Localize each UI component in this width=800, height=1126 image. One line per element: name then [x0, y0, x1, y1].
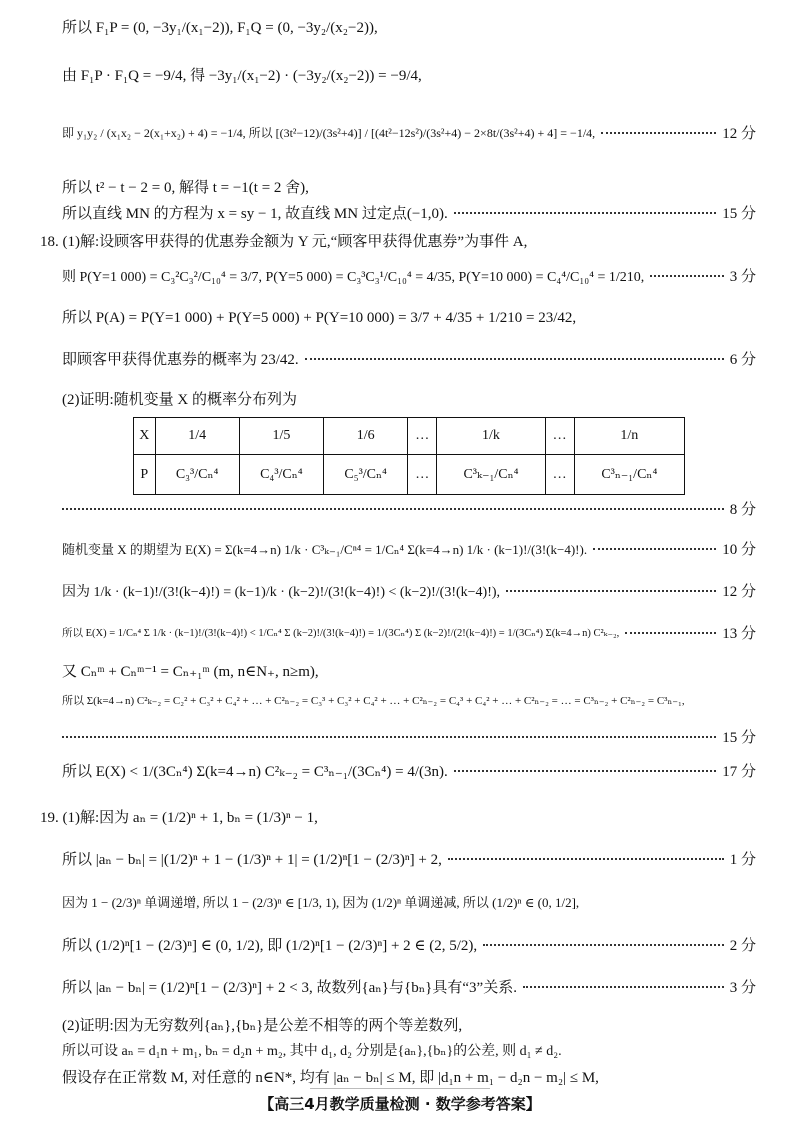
line-20	[62, 848, 756, 869]
line-text: 所以 F₁P = (0, −3y₁/(x₁−2)), F₁Q = (0, −3y₂/(x₂−2)),	[62, 20, 378, 36]
line-text: 所以 (1/2)ⁿ[1 − (2/3)ⁿ] ∈ (0, 1/2), 即 (1/2)ⁿ[1 − (2/3)ⁿ] + 2 ∈ (2, 5/2),	[62, 938, 478, 954]
table-cell: C₄³/Cₙ⁴	[239, 455, 323, 495]
line-13	[62, 580, 756, 601]
leader-dots	[506, 590, 716, 592]
table-cell: C₅³/Cₙ⁴	[324, 455, 408, 495]
score: 12 分	[722, 584, 756, 600]
score: 15 分	[722, 730, 756, 746]
line-text: 由 F₁P · F₁Q = −9/4, 得 −3y₁/(x₁−2) · (−3y₂/(x₂−2)) = −9/4,	[62, 68, 422, 84]
leader-dots	[593, 548, 716, 550]
line-text: 随机变量 X 的期望为 E(X) = Σ(k=4→n) 1/k · C³ₖ₋₁/Cⁿ⁴ = 1/Cₙ⁴ Σ(k=4→n) 1/k · (k−1)!/(3!(k−4)!).	[62, 542, 588, 557]
line-19	[40, 806, 756, 827]
line-text: 又 Cₙᵐ + Cₙᵐ⁻¹ = Cₙ₊₁ᵐ (m, n∈N₊, n≥m),	[62, 664, 319, 680]
table-cell: …	[545, 418, 574, 455]
table-row	[134, 418, 685, 455]
line-text: 即 y₁y₂ / (x₁x₂ − 2(x₁+x₂) + 4) = −1/4, 所以 [(3t²−12)/(3s²+4)] / [(4t²−12s²)/(3s²+4) − 2×8t/(3s²+4) + 4] = −1/4,	[62, 126, 596, 140]
line-text: 所以 E(X) = 1/Cₙ⁴ Σ 1/k · (k−1)!/(3!(k−4)!) < 1/Cₙ⁴ Σ (k−2)!/(3!(k−4)!) = 1/(3Cₙ⁴) Σ (k−2)!/(2!(k−4)!) = 1/(3Cₙ⁴) Σ(k=4→n) C²ₖ₋₂,	[62, 628, 620, 639]
line-text: 所以 E(X) < 1/(3Cₙ⁴) Σ(k=4→n) C²ₖ₋₂ = C³ₙ₋₁/(3Cₙ⁴) = 4/(3n).	[62, 764, 448, 780]
line-text: 因为 1 − (2/3)ⁿ 单调递增, 所以 1 − (2/3)ⁿ ∈ [1/3, 1), 因为 (1/2)ⁿ 单调递减, 所以 (1/2)ⁿ ∈ (0, 1/2],	[62, 895, 580, 910]
leader-dots	[483, 944, 724, 946]
line-6	[40, 230, 756, 251]
table-cell: 1/k	[437, 418, 545, 455]
score: 3 分	[729, 980, 756, 996]
line-9	[62, 348, 756, 369]
score: 1 分	[729, 852, 756, 868]
leader-dots	[62, 508, 724, 510]
table-cell: P	[134, 455, 156, 495]
leader-dots	[625, 632, 716, 634]
leader-dots	[601, 132, 716, 134]
line-8	[62, 306, 756, 327]
line-23	[62, 976, 756, 997]
line-text: (2)证明:因为无穷数列{aₙ},{bₙ}是公差不相等的两个等差数列,	[62, 1018, 463, 1034]
line-1	[62, 16, 756, 37]
line-16	[62, 692, 756, 708]
line-text: (2)证明:随机变量 X 的概率分布列为	[62, 392, 297, 408]
leader-dots	[523, 986, 724, 988]
line-text: 所以可设 aₙ = d₁n + m₁, bₙ = d₂n + m₂, 其中 d₁, d₂ 分别是{aₙ},{bₙ}的公差, 则 d₁ ≠ d₂.	[62, 1044, 562, 1059]
line-4	[62, 176, 756, 197]
table-cell: …	[408, 455, 437, 495]
line-26	[62, 1066, 756, 1087]
leader-dots	[62, 736, 716, 738]
line-11	[62, 498, 756, 519]
score: 12 分	[722, 126, 756, 142]
line-text: 假设存在正常数 M, 对任意的 n∈N*, 均有 |aₙ − bₙ| ≤ M, 即 |d₁n + m₁ − d₂n − m₂| ≤ M,	[62, 1070, 599, 1086]
line-10	[62, 388, 756, 409]
line-25	[62, 1040, 756, 1060]
distribution-table	[133, 417, 685, 495]
table-cell: C³ₖ₋₁/Cₙ⁴	[437, 455, 545, 495]
score: 17 分	[722, 764, 756, 780]
line-5	[62, 202, 756, 223]
table-cell: …	[545, 455, 574, 495]
score: 2 分	[729, 938, 756, 954]
leader-dots	[448, 858, 724, 860]
line-14	[62, 622, 756, 643]
line-text: 所以 Σ(k=4→n) C²ₖ₋₂ = C₂² + C₃² + C₄² + … + C²ₙ₋₂ = C₃³ + C₃² + C₄² + … + C²ₙ₋₂ = C₄³ + C₄² + … + C²ₙ₋₂ = … = C³ₙ₋₂ + C²ₙ₋₂ = C³ₙ₋₁,	[62, 695, 685, 707]
line-22	[62, 934, 756, 955]
leader-dots	[305, 358, 724, 360]
line-text: 19. (1)解:因为 aₙ = (1/2)ⁿ + 1, bₙ = (1/3)ⁿ − 1,	[40, 810, 318, 826]
line-text: 所以 |aₙ − bₙ| = (1/2)ⁿ[1 − (2/3)ⁿ] + 2 < 3, 故数列{aₙ}与{bₙ}具有“3”关系.	[62, 980, 517, 996]
table-cell: 1/4	[155, 418, 239, 455]
line-text: 所以 t² − t − 2 = 0, 解得 t = −1(t = 2 舍),	[62, 180, 309, 196]
page-footer: 【高三4月教学质量检测 · 数学参考答案】	[259, 1095, 541, 1113]
line-text: 所以 P(A) = P(Y=1 000) + P(Y=5 000) + P(Y=10 000) = 3/7 + 4/35 + 1/210 = 23/42,	[62, 310, 577, 326]
line-text: 所以 |aₙ − bₙ| = |(1/2)ⁿ + 1 − (1/3)ⁿ + 1| = (1/2)ⁿ[1 − (2/3)ⁿ] + 2,	[62, 852, 442, 868]
table-cell: 1/5	[239, 418, 323, 455]
line-text: 则 P(Y=1 000) = C₃²C₃²/C₁₀⁴ = 3/7, P(Y=5 000) = C₃³C₃¹/C₁₀⁴ = 4/35, P(Y=10 000) = C₄⁴/C₁₀⁴ = 1/210,	[62, 269, 645, 285]
table-cell: 1/6	[324, 418, 408, 455]
table-cell: …	[408, 418, 437, 455]
line-21	[62, 892, 756, 911]
score: 6 分	[729, 352, 756, 368]
leader-dots	[454, 212, 716, 214]
line-18	[62, 760, 756, 781]
table-cell: C³ₙ₋₁/Cₙ⁴	[574, 455, 684, 495]
score: 3 分	[729, 269, 756, 285]
line-text: 所以直线 MN 的方程为 x = sy − 1, 故直线 MN 过定点(−1,0).	[62, 206, 448, 222]
line-12	[62, 538, 756, 559]
score: 15 分	[722, 206, 756, 222]
score: 8 分	[729, 502, 756, 518]
line-7	[62, 265, 756, 286]
line-17	[62, 726, 756, 747]
line-text: 18. (1)解:设顾客甲获得的优惠券金额为 Y 元,“顾客甲获得优惠券”为事件 A,	[40, 234, 528, 250]
line-text: 即顾客甲获得优惠券的概率为 23/42.	[62, 352, 299, 368]
divider	[310, 1088, 490, 1089]
table-cell: 1/n	[574, 418, 684, 455]
line-3	[62, 122, 756, 143]
score: 13 分	[722, 626, 756, 642]
line-text: 因为 1/k · (k−1)!/(3!(k−4)!) = (k−1)/k · (k−2)!/(3!(k−4)!) < (k−2)!/(3!(k−4)!),	[62, 584, 501, 600]
line-15	[62, 660, 756, 681]
table-cell: C₃³/Cₙ⁴	[155, 455, 239, 495]
line-2	[62, 64, 756, 85]
table-row	[134, 455, 685, 495]
leader-dots	[650, 275, 723, 277]
leader-dots	[454, 770, 717, 772]
line-24	[62, 1014, 756, 1035]
score: 10 分	[722, 542, 756, 558]
table-cell: X	[134, 418, 156, 455]
